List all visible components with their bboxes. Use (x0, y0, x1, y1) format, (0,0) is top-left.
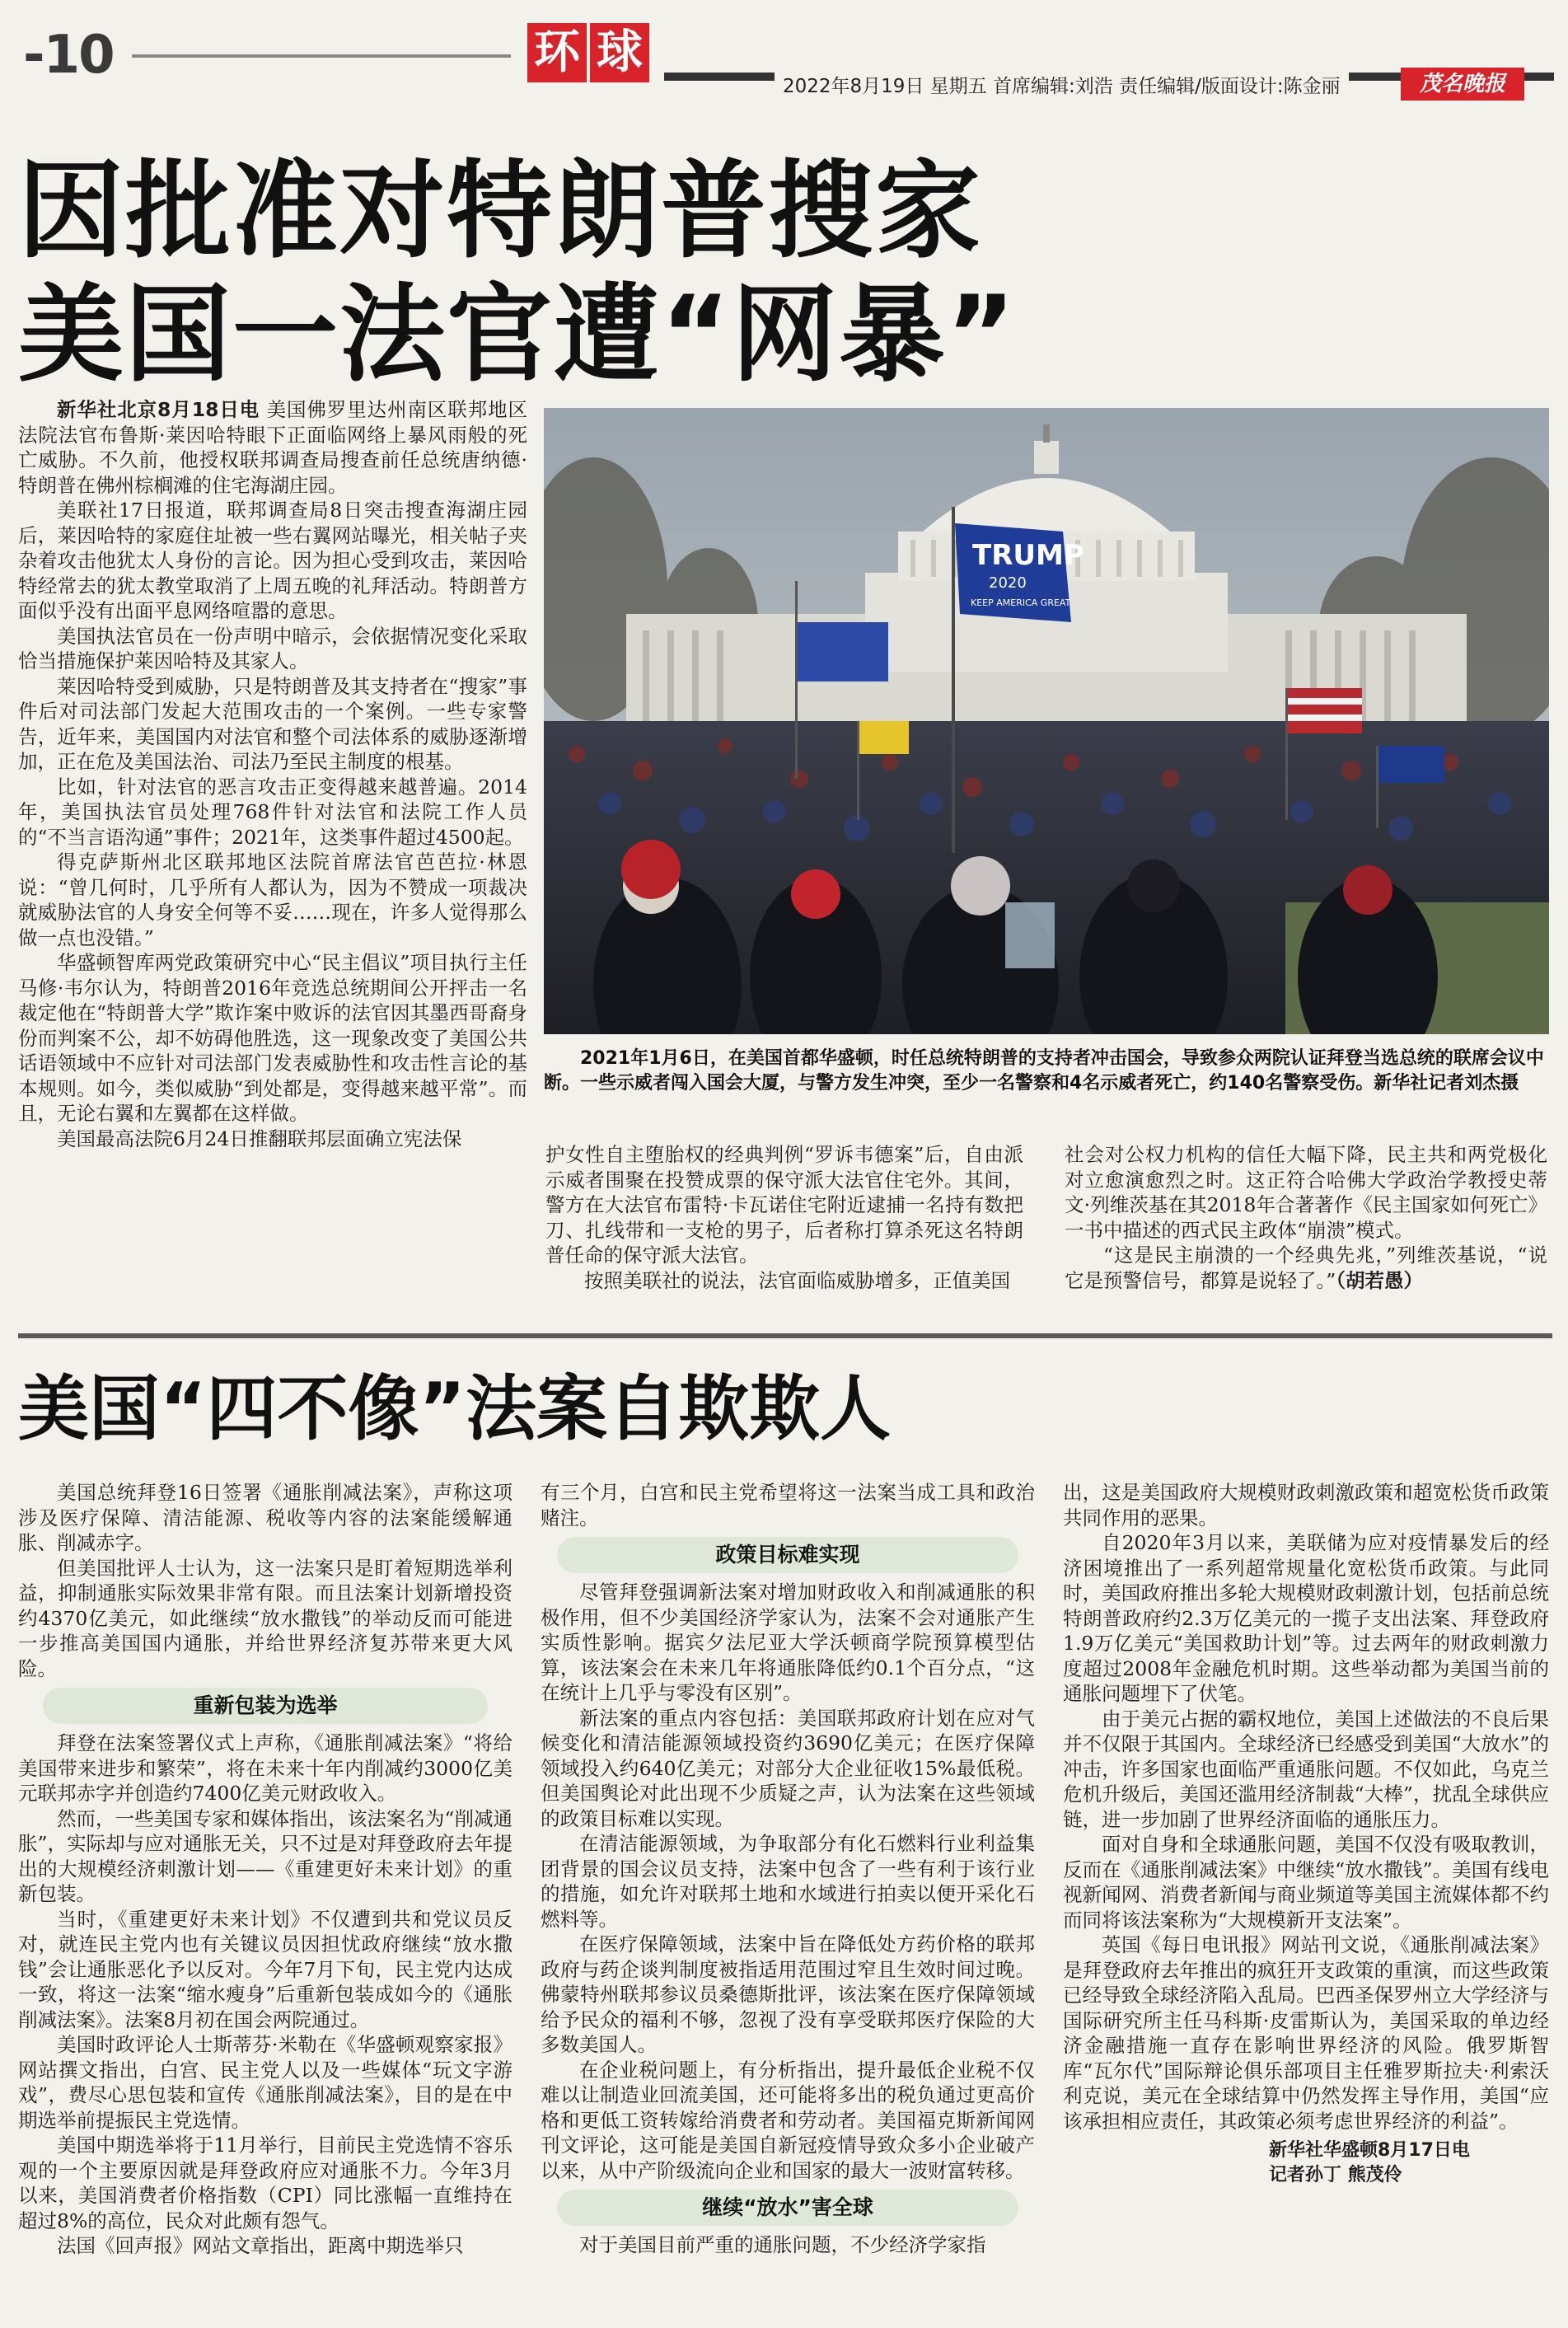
article2-paragraph: 美国时政评论人士斯蒂芬·米勒在《华盛顿观察家报》网站撰文指出，白宫、民主党人以及一些媒体“玩文字游戏”，费尽心思包装和宣传《通胀削减法案》，目的是在中期选举前提振民主党选情。 (18, 2033, 513, 2132)
section-char-2: 球 (590, 23, 649, 82)
article1-column-3 (1065, 1142, 1547, 1293)
newspaper-masthead: 茂名晚报 (1401, 68, 1524, 101)
article2-paragraph: 但美国批评人士认为，这一法案只是盯着短期选举利益，抑制通胀实际效果非常有限。而且法案计划新增投资约4370亿美元，如此继续“放水撒钱”的举动反而可能进一步推高美国国内通胀，并给世界经济复苏带来更大风险。 (18, 1556, 513, 1680)
article1-paragraph: 比如，针对法官的恶言攻击正变得越来越普遍。2014年，美国执法官员处理768件针对法官和法院工作人员的“不当言语沟通”事件；2021年，这类事件超过4500起。 (18, 775, 527, 849)
issue-info: 2022年8月19日 星期五 首席编辑:刘浩 责任编辑/版面设计:陈金丽 (775, 71, 1349, 98)
article2-paragraph: 然而，一些美国专家和媒体指出，该法案名为“削减通胀”，实际却与应对通胀无关，只不过是对拜登政府去年提出的大规模经济刺激计划——《重建更好未来计划》的重新包装。 (18, 1806, 513, 1905)
flag-year: 2020 (989, 574, 1027, 592)
article2-column-3 (1063, 1480, 1549, 2188)
dateline: 新华社北京8月18日电 (57, 398, 260, 421)
article2-paragraph: 由于美元占据的霸权地位，美国上述做法的不良后果并不仅限于其国内。全球经济已经感受到美国“大放水”的冲击，许多国家也面临严重通胀问题。不仅如此，乌克兰危机升级后，美国还滥用经济制裁“大棒”，扰乱全球供应链，进一步加剧了世界经济面临的通胀压力。 (1063, 1707, 1549, 1831)
article1-column-1 (18, 397, 527, 1151)
article2-paragraph: 拜登在法案签署仪式上声称，《通胀削减法案》“将给美国带来进步和繁荣”，将在未来十年内削减约3000亿美元联邦赤字并创造约7400亿美元财政收入。 (18, 1731, 513, 1805)
article2-paragraph: 出，这是美国政府大规模财政刺激政策和超宽松货币政策共同作用的恶果。 (1063, 1481, 1549, 1529)
section-logo (527, 23, 649, 82)
flag-slogan: KEEP AMERICA GREAT (971, 597, 1071, 608)
article2-paragraph: 在企业税问题上，有分析指出，提升最低企业税不仅难以让制造业回流美国，还可能将多出的税负通过更高价格和更低工资转嫁给消费者和劳动者。美国福克斯新闻网刊文评论，这可能是美国自新冠疫情导致众多小企业破产以来，从中产阶级流向企业和国家的最大一波财富转移。 (541, 2058, 1035, 2182)
article2-paragraph: 尽管拜登强调新法案对增加财政收入和削减通胀的积极作用，但不少美国经济学家认为，法案不会对通胀产生实质性影响。据宾夕法尼亚大学沃顿商学院预算模型估算，该法案会在未来几年将通胀降低约0.1个百分点，“这在统计上几乎与零没有区别”。 (541, 1581, 1035, 1704)
article2-paragraph: 美国中期选举将于11月举行，目前民主党选情不容乐观的一个主要原因就是拜登政府应对通胀不力。今年3月以来，美国消费者价格指数（CPI）同比涨幅一直维持在超过8%的高位，民众对此颇有怨气。 (18, 2134, 513, 2232)
article1-paragraph: 美国最高法院6月24日推翻联邦层面确立宪法保 (57, 1127, 462, 1150)
author: （胡若愚） (1336, 1268, 1424, 1292)
article1-paragraph: 美联社17日报道，联邦调查局8日突击搜查海湖庄园后，莱因哈特的家庭住址被一些右翼网站曝光，相关帖子夹杂着攻击他犹太人身份的言论。因为担心受到攻击，莱因哈特经常去的犹太教堂取消了上周五晚的礼拜活动。特朗普方面似乎没有出面平息网络喧嚣的意思。 (18, 499, 527, 622)
article1-paragraph: 美国执法官员在一份声明中暗示，会依据情况变化采取恰当措施保护莱因哈特及其家人。 (18, 624, 527, 672)
article1-paragraph: 得克萨斯州北区联邦地区法院首席法官芭芭拉·林恩说：“曾几何时，几乎所有人都认为，因为不赞成一项裁决就威胁法官的人身安全何等不妥……现在，许多人觉得那么做一点也没错。” (18, 850, 527, 949)
article2-paragraph: 英国《每日电讯报》网站刊文说，《通胀削减法案》是拜登政府去年推出的疯狂开支政策的重演，而这些政策已经导致全球经济陷入乱局。巴西圣保罗州立大学经济与国际研究所主任马科斯·皮雷斯认为，美国采取的单边经济金融措施一直存在影响世界经济的风险。俄罗斯智库“瓦尔代”国际辩论俱乐部项目主任雅罗斯拉夫·利索沃利克说，美元在全球结算中仍然发挥主导作用，美国“应该承担相应责任，其政策必须考虑世界经济的利益”。 (1063, 1933, 1549, 2133)
section-char-1: 环 (527, 23, 587, 82)
subhead-repackaged: 重新包装为选举 (43, 1688, 488, 1724)
flag-text: TRUMP (972, 539, 1084, 572)
article2-paragraph: 在医疗保障领域，法案中旨在降低处方药价格的联邦政府与药企谈判制度被指适用范围过窄且生效时间过晚。佛蒙特州联邦参议员桑德斯批评，该法案在医疗保障领域给予民众的福利不够，忽视了没有享受联邦医疗保险的大多数美国人。 (541, 1932, 1035, 2056)
article2-paragraph: 美国总统拜登16日签署《通胀削减法案》，声称这项涉及医疗保障、清洁能源、税收等内容的法案能缓解通胀、削减赤字。 (18, 1481, 513, 1554)
article2-paragraph: 在清洁能源领域，为争取部分有化石燃料行业利益集团背景的国会议员支持，法案中包含了一些有利于该行业的措施，如允许对联邦土地和水域进行拍卖以便开采化石燃料等。 (541, 1832, 1035, 1931)
article1-paragraph: 社会对公权力机构的信任大幅下降，民主共和两党极化对立愈演愈烈之时。这正符合哈佛大学政治学教授史蒂文·列维茨基在其2018年合著著作《民主国家如何死亡》一书中描述的西式民主政体“崩溃”模式。 (1065, 1143, 1547, 1242)
article2-paragraph: 当时，《重建更好未来计划》不仅遭到共和党议员反对，就连民主党内也有关键议员因担忧政府继续“放水撒钱”会让通胀恶化予以反对。今年7月下旬，民主党内达成一致，将这一法案“缩水瘦身”后重新包装成如今的《通胀削减法案》。法案8月初在国会两院通过。 (18, 1907, 513, 2031)
photo-caption: 2021年1月6日，在美国首都华盛顿，时任总统特朗普的支持者冲击国会，导致参众两院认证拜登当选总统的联席会议中断。一些示威者闯入国会大厦，与警方发生冲突，至少一名警察和4名示威者死亡，约140名警察受伤。新华社记者刘杰摄 (544, 1048, 1544, 1094)
article1-column-2 (545, 1142, 1023, 1293)
article2-column-1 (18, 1480, 513, 2259)
byline-reporters: 记者孙丁 熊茂伶 (1269, 2165, 1402, 2185)
article-divider (18, 1333, 1552, 1338)
article2-paragraph: 对于美国目前严重的通胀问题，不少经济学家指 (579, 2233, 986, 2256)
header-rule (132, 54, 511, 58)
article2-headline: 美国“四不像”法案自欺欺人 (18, 1368, 892, 1450)
article2-paragraph: 面对自身和全球通胀问题，美国不仅没有吸取教训，反而在《通胀削减法案》中继续“放水撒钱”。美国有线电视新闻网、消费者新闻与商业频道等美国主流媒体都不约而同将该法案称为“大规模新开支法案”。 (1063, 1833, 1549, 1932)
article1-paragraph: 按照美联社的说法，法官面临威胁增多，正值美国 (584, 1268, 1010, 1292)
byline-dateline: 新华社华盛顿8月17日电 (1269, 2140, 1470, 2161)
headline-line-2: 美国一法官遭“网暴” (18, 274, 1018, 396)
article1-paragraph: 新华社北京8月18日电 美国佛罗里达州南区联邦地区法院法官布鲁斯·莱因哈特眼下正面临网络上暴风雨般的死亡威胁。不久前，他授权联邦调查局搜查前任总统唐纳德·特朗普在佛州棕榈滩的住宅海湖庄园。 (18, 398, 527, 497)
page-number: -10 (23, 25, 114, 86)
subhead-policy-goals: 政策目标难实现 (557, 1537, 1018, 1573)
article2-paragraph: 有三个月，白宫和民主党希望将这一法案当成工具和政治赌注。 (541, 1481, 1035, 1529)
article1-paragraph: 华盛顿智库两党政策研究中心“民主倡议”项目执行主任马修·韦尔认为，特朗普2016年竞选总统期间公开抨击一名裁定他在“特朗普大学”欺诈案中败诉的法官因其墨西哥裔身份而判案不公，却不妨碍他胜选，这一现象改变了美国公共话语领域中不应针对司法部门发表威胁性和攻击性言论的基本规则。如今，类似威胁“到处都是，变得越来越平常”。而且，无论右翼和左翼都在这样做。 (18, 951, 527, 1125)
article2-paragraph: 自2020年3月以来，美联储为应对疫情暴发后的经济困境推出了一系列超常规量化宽松货币政策。与此同时，美国政府推出多轮大规模财政刺激计划，包括前总统特朗普政府约2.3万亿美元的一揽子支出法案、拜登政府1.9万亿美元“美国救助计划”等。过去两年的财政刺激力度超过2008年金融危机时期。这些举动都为美国当前的通胀问题埋下了伏笔。 (1063, 1531, 1549, 1705)
capitol-riot-photo (544, 408, 1549, 1034)
article1-paragraph: “这是民主崩溃的一个经典先兆，”列维茨基说，“说它是预警信号，都算是说轻了。”（胡若愚） (1065, 1244, 1547, 1292)
article1-paragraph: 护女性自主堕胎权的经典判例“罗诉韦德案”后，自由派示威者围聚在投赞成票的保守派大法官住宅外。其间，警方在大法官布雷特·卡瓦诺住宅附近逮捕一名持有数把刀、扎线带和一支枪的男子，后者称打算杀死这名特朗普任命的保守派大法官。 (545, 1143, 1023, 1267)
headline-line-1: 因批准对特朗普搜家 (18, 150, 983, 273)
article1-paragraph: 莱因哈特受到威胁，只是特朗普及其支持者在“搜家”事件后对司法部门发起大范围攻击的一个案例。一些专家警告，近年来，美国国内对法官和整个司法体系的威胁逐渐增加，正在危及美国法治、司法乃至民主制度的根基。 (18, 674, 527, 773)
article2-paragraph: 新法案的重点内容包括：美国联邦政府计划在应对气候变化和清洁能源领域投资约3690亿美元；在医疗保障领域投入约640亿美元；对部分大企业征收15%最低税。但美国舆论对此出现不少质疑之声，认为法案在这些领域的政策目标难以实现。 (541, 1706, 1035, 1830)
article2-paragraph: 法国《回声报》网站文章指出，距离中期选举只 (57, 2234, 464, 2257)
subhead-harms-world: 继续“放水”害全球 (557, 2190, 1018, 2226)
article2-column-2 (541, 1480, 1035, 2258)
